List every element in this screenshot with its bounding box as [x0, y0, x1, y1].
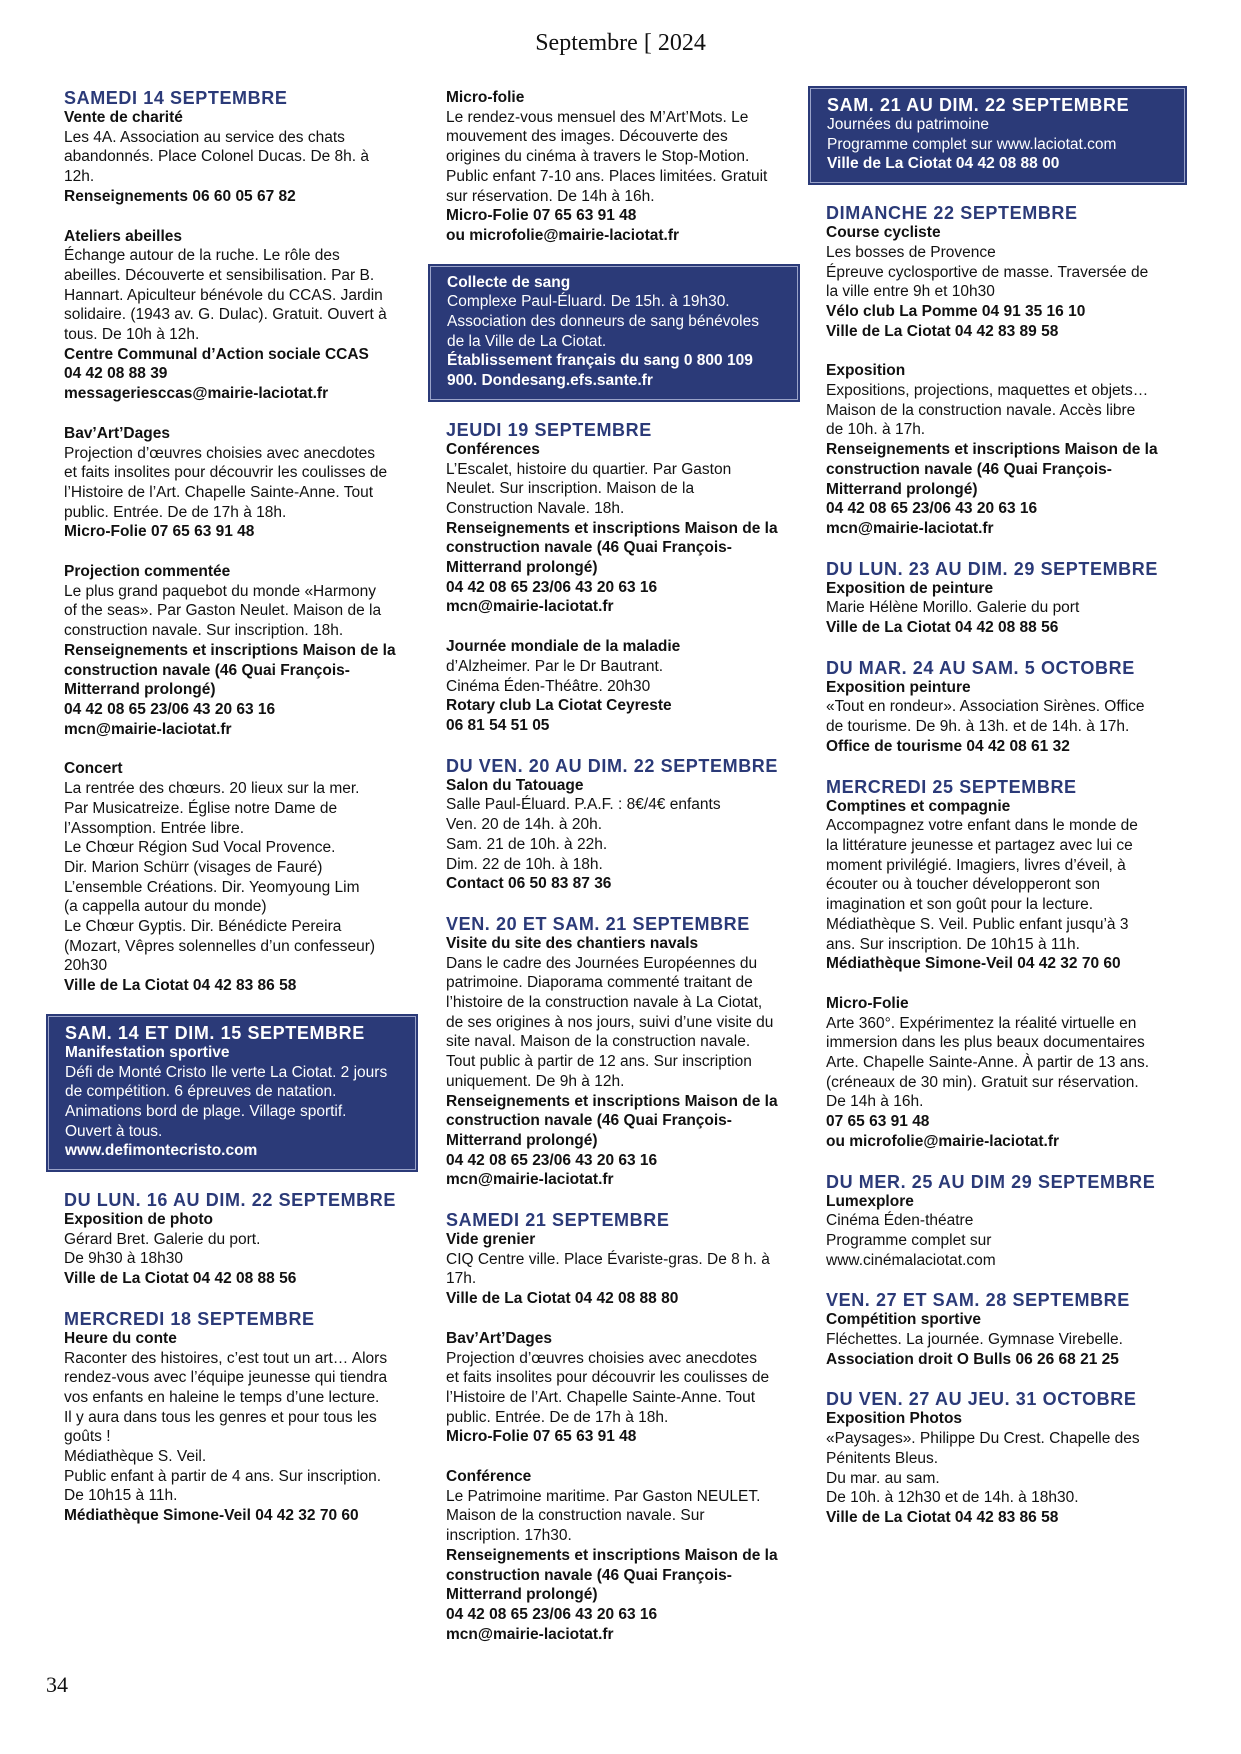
- event-entry: [810, 1192, 1185, 1271]
- event-title: Collecte de sang: [447, 273, 571, 291]
- event-description: ans. Sur inscription. De 10h15 à 11h.: [826, 935, 1080, 953]
- event-description: rendez-vous avec l’équipe jeunesse qui tiendra: [64, 1369, 388, 1387]
- event-description: Maison de la construction navale. Sur: [446, 1507, 705, 1525]
- event-contact: Ville de La Ciotat 04 42 08 88 56: [64, 1270, 297, 1288]
- section-date-heading: DU VEN. 20 AU DIM. 22 SEPTEMBRE: [446, 755, 779, 776]
- event-description: Du mar. au sam.: [826, 1469, 940, 1487]
- event-description: Cinéma Éden-théatre: [826, 1212, 974, 1230]
- event-description: Projection d’œuvres choisies avec anecdotes: [64, 444, 376, 462]
- event-title: Exposition: [826, 362, 906, 380]
- event-section: [48, 1309, 416, 1526]
- section-date-heading: MERCREDI 25 SEPTEMBRE: [826, 776, 1077, 797]
- event-contact: Office de tourisme 04 42 08 61 32: [826, 737, 1070, 755]
- event-description: L’ensemble Créations. Dir. Yeomyoung Lim: [64, 878, 360, 896]
- event-description: Échange autour de la ruche. Le rôle des: [64, 247, 340, 265]
- event-entry: [48, 227, 416, 404]
- event-entry: [810, 361, 1185, 538]
- event-description: public. Entrée. De de 17h à 18h.: [64, 503, 287, 521]
- event-description: www.cinémalaciotat.com: [826, 1251, 996, 1269]
- highlight-box: [810, 88, 1185, 183]
- section-date-heading: DU MAR. 24 AU SAM. 5 OCTOBRE: [826, 657, 1135, 678]
- event-title: Exposition de peinture: [826, 579, 994, 597]
- event-contact: 900. Dondesang.efs.sante.fr: [447, 372, 653, 390]
- event-entry: [48, 759, 416, 995]
- event-description: vos enfants en haleine le temps d’une lecture.: [64, 1388, 380, 1406]
- event-description: «Tout en rondeur». Association Sirènes. Office: [826, 698, 1145, 716]
- event-entry: [810, 1310, 1185, 1369]
- section-date-heading: SAMEDI 14 SEPTEMBRE: [64, 88, 288, 108]
- event-section: [48, 88, 416, 996]
- event-description: Complexe Paul-Éluard. De 15h. à 19h30.: [447, 293, 730, 311]
- event-contact: 06 81 54 51 05: [446, 716, 550, 734]
- highlight-box: [48, 1016, 416, 1170]
- event-contact: mcn@mairie-laciotat.fr: [826, 519, 994, 537]
- event-section: [430, 88, 798, 246]
- event-description: 12h.: [64, 168, 95, 186]
- event-description: 20h30: [64, 957, 108, 975]
- event-contact: Rotary club La Ciotat Ceyreste: [446, 697, 672, 715]
- event-section: [810, 1389, 1185, 1527]
- event-title: Conférences: [446, 440, 540, 458]
- event-description: Journées du patrimoine: [827, 116, 989, 133]
- event-description: la littérature jeunesse et partagez avec lui ce: [826, 836, 1133, 854]
- event-title: Journée mondiale de la maladie: [446, 638, 681, 656]
- event-entry: [430, 934, 798, 1190]
- event-title: Lumexplore: [826, 1192, 914, 1210]
- event-description: of the seas». Par Gaston Neulet. Maison de la: [64, 602, 382, 620]
- event-entry: [430, 776, 798, 894]
- event-contact: Renseignements et inscriptions Maison de la: [446, 1546, 778, 1564]
- section-date-heading: VEN. 20 ET SAM. 21 SEPTEMBRE: [446, 913, 750, 934]
- event-description: construction navale. Sur inscription. 18h.: [64, 622, 344, 640]
- event-contact: mcn@mairie-laciotat.fr: [446, 598, 614, 616]
- event-title: Projection commentée: [64, 563, 231, 581]
- column-3: [810, 88, 1185, 1548]
- event-contact: construction navale (46 Quai François-: [446, 1112, 732, 1130]
- event-description: Projection d’œuvres choisies avec anecdotes: [446, 1349, 758, 1367]
- event-section: [810, 203, 1185, 539]
- event-description: origines du cinéma à travers le Stop-Motion.: [446, 148, 750, 166]
- event-title: Bav’Art’Dages: [446, 1329, 552, 1347]
- event-title: Ateliers abeilles: [64, 227, 183, 245]
- event-description: Public enfant 7-10 ans. Places limitées. Gratuit: [446, 167, 768, 185]
- event-contact: Micro-Folie 07 65 63 91 48: [64, 523, 255, 541]
- event-description: Construction Navale. 18h.: [446, 499, 625, 517]
- event-entry: [430, 88, 798, 246]
- event-contact: 04 42 08 88 39: [64, 365, 168, 383]
- event-description: Maison de la construction navale. Accès libre: [826, 401, 1136, 419]
- event-contact: construction navale (46 Quai François-: [446, 539, 732, 557]
- event-title: Heure du conte: [64, 1329, 177, 1347]
- page-number: 34: [46, 1672, 68, 1697]
- event-contact: 04 42 08 65 23/06 43 20 63 16: [446, 1606, 658, 1623]
- event-title: Exposition Photos: [826, 1410, 963, 1428]
- event-description: De 10h. à 12h30 et de 14h. à 18h30.: [826, 1489, 1079, 1507]
- event-description: immersion dans les plus beaux documentaires: [826, 1034, 1145, 1052]
- event-description: Ven. 20 de 14h. à 20h.: [446, 816, 602, 834]
- event-contact: Mitterrand prolongé): [64, 681, 216, 699]
- event-description: de la Ville de La Ciotat.: [447, 332, 607, 350]
- event-contact: Ville de La Ciotat 04 42 83 89 58: [826, 322, 1059, 340]
- section-date-heading: DU VEN. 27 AU JEU. 31 OCTOBRE: [826, 1389, 1137, 1410]
- event-entry: [430, 1230, 798, 1309]
- event-description: Gérard Bret. Galerie du port.: [64, 1230, 261, 1248]
- event-title: Exposition de photo: [64, 1211, 213, 1229]
- event-title: Visite du site des chantiers navals: [446, 934, 699, 952]
- event-contact: Renseignements et inscriptions Maison de la: [446, 1092, 778, 1110]
- event-entry: [430, 637, 798, 736]
- event-section: [810, 1172, 1185, 1271]
- section-date-heading: SAMEDI 21 SEPTEMBRE: [446, 1210, 670, 1231]
- section-date-heading: SAM. 14 ET DIM. 15 SEPTEMBRE: [65, 1022, 365, 1043]
- event-description: solidaire. (1943 av. G. Dulac). Gratuit. Ouvert à: [64, 306, 387, 324]
- event-entry: [810, 678, 1185, 757]
- event-description: inscription. 17h30.: [446, 1527, 572, 1545]
- event-contact: construction navale (46 Quai François-: [826, 460, 1112, 478]
- event-description: Hannart. Apiculteur bénévole du CCAS. Jardin: [64, 286, 383, 304]
- event-contact: 04 42 08 65 23/06 43 20 63 16: [446, 1151, 658, 1169]
- event-description: uniquement. De 9h à 12h.: [446, 1072, 625, 1090]
- event-description: public. Entrée. De de 17h à 18h.: [446, 1408, 669, 1426]
- event-contact: Mitterrand prolongé): [446, 1131, 598, 1149]
- highlight-box: [430, 266, 798, 400]
- event-contact: mcn@mairie-laciotat.fr: [446, 1625, 614, 1643]
- event-description: l’Histoire de l’Art. Chapelle Sainte-Anne. Tout: [64, 483, 374, 501]
- event-description: Animations bord de plage. Village sportif.: [65, 1102, 347, 1120]
- event-entry: [811, 115, 1184, 174]
- event-description: et faits insolites pour découvrir les coulisses de: [446, 1369, 770, 1387]
- event-description: Dim. 22 de 10h. à 18h.: [446, 855, 603, 873]
- event-description: l’histoire de la construction navale à La Ciotat,: [446, 994, 763, 1012]
- event-description: la ville entre 9h et 10h30: [826, 283, 995, 301]
- event-description: Arte 360°. Expérimentez la réalité virtuelle en: [826, 1014, 1137, 1032]
- event-description: Le Chœur Gyptis. Dir. Bénédicte Pereira: [64, 918, 342, 936]
- event-section: [48, 1190, 416, 1289]
- event-description: Dir. Marion Schürr (visages de Fauré): [64, 858, 323, 876]
- event-description: Défi de Monté Cristo Ile verte La Ciotat. 2 jours: [65, 1063, 388, 1081]
- event-title: Salon du Tatouage: [446, 776, 584, 794]
- event-contact: Mitterrand prolongé): [446, 1586, 598, 1604]
- event-description: écouter ou à toucher développeront son: [826, 876, 1101, 894]
- event-contact: Micro-Folie 07 65 63 91 48: [446, 207, 637, 225]
- event-contact: mcn@mairie-laciotat.fr: [64, 720, 232, 738]
- event-description: (créneaux de 30 min). Gratuit sur réservation.: [826, 1073, 1139, 1091]
- event-title: Vide grenier: [446, 1231, 536, 1249]
- event-section: [430, 914, 798, 1190]
- event-entry: [430, 440, 798, 617]
- event-description: Cinéma Éden-Théâtre. 20h30: [446, 677, 651, 695]
- event-description: et faits insolites pour découvrir les coulisses de: [64, 464, 388, 482]
- event-contact: Renseignements et inscriptions Maison de la: [826, 441, 1158, 459]
- event-description: Par Musicatreize. Église notre Dame de: [64, 799, 338, 817]
- event-section: [810, 559, 1185, 638]
- event-description: Arte. Chapelle Sainte-Anne. À partir de 13 ans.: [826, 1054, 1150, 1072]
- event-description: Le plus grand paquebot du monde «Harmony: [64, 582, 376, 600]
- event-description: De 10h15 à 11h.: [64, 1487, 178, 1505]
- section-date-heading: DU MER. 25 AU DIM 29 SEPTEMBRE: [826, 1171, 1156, 1192]
- event-title: Compétition sportive: [826, 1311, 982, 1329]
- event-entry: [430, 1329, 798, 1447]
- event-description: l’Histoire de l’Art. Chapelle Sainte-Anne. Tout: [446, 1388, 756, 1406]
- event-contact: Ville de La Ciotat 04 42 08 88 00: [827, 155, 1060, 173]
- event-entry: [48, 108, 416, 207]
- event-section: [430, 1210, 798, 1644]
- event-description: sur réservation. De 14h à 16h.: [446, 187, 655, 205]
- event-description: de tourisme. De 9h. à 13h. et de 14h. à 17h.: [826, 718, 1130, 736]
- event-contact: 04 42 08 65 23/06 43 20 63 16: [64, 700, 276, 718]
- event-contact: ou microfolie@mairie-laciotat.fr: [826, 1132, 1060, 1150]
- event-description: Ouvert à tous.: [65, 1122, 163, 1140]
- event-description: Les bosses de Provence: [826, 243, 996, 261]
- event-description: Dans le cadre des Journées Européennes du: [446, 954, 758, 972]
- event-description: Il y aura dans tous les genres et pour tous les: [64, 1408, 377, 1426]
- event-title: Course cycliste: [826, 224, 941, 242]
- event-contact: Mitterrand prolongé): [826, 480, 978, 498]
- event-section: [430, 420, 798, 736]
- event-contact: construction navale (46 Quai François-: [446, 1566, 732, 1584]
- event-entry: [810, 223, 1185, 341]
- event-entry: [810, 797, 1185, 974]
- section-date-heading: MERCREDI 18 SEPTEMBRE: [64, 1308, 315, 1329]
- event-section: [810, 777, 1185, 1152]
- event-description: De 9h30 à 18h30: [64, 1250, 183, 1268]
- section-date-heading: JEUDI 19 SEPTEMBRE: [446, 419, 652, 440]
- event-description: l’Assomption. Entrée libre.: [64, 819, 245, 837]
- event-contact: Vélo club La Pomme 04 91 35 16 10: [826, 302, 1086, 320]
- event-contact: Renseignements et inscriptions Maison de la: [64, 641, 396, 659]
- event-entry: [810, 994, 1185, 1152]
- event-description: L’Escalet, histoire du quartier. Par Gaston: [446, 460, 732, 478]
- event-contact: Renseignements 06 60 05 67 82: [64, 187, 296, 205]
- event-description: tous. De 10h à 12h.: [64, 326, 200, 344]
- event-description: (a cappella autour du monde): [64, 898, 267, 916]
- event-title: Manifestation sportive: [65, 1043, 230, 1061]
- event-description: Raconter des histoires, c’est tout un art… Alors: [64, 1349, 388, 1367]
- event-title: Conférence: [446, 1468, 532, 1486]
- event-description: Médiathèque S. Veil. Public enfant jusqu’à 3: [826, 915, 1129, 933]
- event-description: Programme complet sur: [826, 1231, 992, 1249]
- event-description: mouvement des images. Découverte des: [446, 128, 728, 146]
- event-description: moment privilégié. Imagiers, livres d’éveil, à: [826, 856, 1126, 874]
- event-contact: Ville de La Ciotat 04 42 08 88 56: [826, 619, 1059, 637]
- event-description: imagination et son goût pour la lecture.: [826, 896, 1094, 914]
- event-entry: [810, 579, 1185, 638]
- event-entry: [48, 1210, 416, 1289]
- event-description: Pénitents Bleus.: [826, 1449, 939, 1467]
- page-header: Septembre [ 2024: [535, 30, 706, 56]
- event-description: La rentrée des chœurs. 20 lieux sur la mer.: [64, 780, 360, 798]
- event-contact: Renseignements et inscriptions Maison de la: [446, 519, 778, 537]
- event-title: Micro-Folie: [826, 994, 909, 1012]
- event-title: Concert: [64, 760, 123, 778]
- event-title: Bav’Art’Dages: [64, 424, 170, 442]
- event-contact: Médiathèque Simone-Veil 04 42 32 70 60: [64, 1507, 359, 1525]
- event-description: CIQ Centre ville. Place Évariste-gras. De 8 h. à 17h.: [446, 1250, 770, 1288]
- event-title: Vente de charité: [64, 109, 183, 126]
- event-contact: Ville de La Ciotat 04 42 08 88 80: [446, 1290, 679, 1308]
- event-contact: 04 42 08 65 23/06 43 20 63 16: [826, 500, 1038, 518]
- event-description: Accompagnez votre enfant dans le monde de: [826, 817, 1138, 835]
- event-entry: [430, 1467, 798, 1644]
- event-title: Exposition peinture: [826, 678, 971, 696]
- event-description: Tout public à partir de 12 ans. Sur inscription: [446, 1053, 752, 1071]
- event-description: Sam. 21 de 10h. à 22h.: [446, 835, 608, 853]
- event-description: Le rendez-vous mensuel des M’Art’Mots. Le: [446, 108, 749, 126]
- event-contact: Centre Communal d’Action sociale CCAS: [64, 345, 369, 363]
- event-contact: 07 65 63 91 48: [826, 1113, 930, 1131]
- event-description: d’Alzheimer. Par le Dr Bautrant.: [446, 657, 664, 675]
- event-description: De 14h à 16h.: [826, 1093, 924, 1111]
- event-entry: [49, 1043, 415, 1161]
- event-description: Médiathèque S. Veil.: [64, 1448, 207, 1466]
- event-description: Salle Paul-Éluard. P.A.F. : 8€/4€ enfants: [446, 796, 721, 814]
- event-description: Neulet. Sur inscription. Maison de la: [446, 480, 695, 498]
- event-description: abandonnés. Place Colonel Ducas. De 8h. à: [64, 148, 370, 166]
- event-contact: Contact 06 50 83 87 36: [446, 875, 612, 893]
- event-entry: [431, 273, 797, 391]
- event-description: de 10h. à 17h.: [826, 421, 926, 439]
- event-description: Épreuve cyclosportive de masse. Traversée de: [826, 263, 1149, 281]
- event-description: de ses origines à nos jours, suivi d’une visite du: [446, 1013, 774, 1031]
- event-contact: construction navale (46 Quai François-: [64, 661, 350, 679]
- section-date-heading: SAM. 21 AU DIM. 22 SEPTEMBRE: [827, 95, 1130, 115]
- event-section: [810, 658, 1185, 757]
- event-description: patrimoine. Diaporama commenté traitant de: [446, 974, 753, 992]
- event-description: «Paysages». Philippe Du Crest. Chapelle des: [826, 1430, 1140, 1448]
- event-contact: Médiathèque Simone-Veil 04 42 32 70 60: [826, 955, 1121, 973]
- event-section: [810, 1290, 1185, 1369]
- column-2: [430, 88, 798, 1664]
- event-description: Les 4A. Association au service des chats: [64, 128, 345, 146]
- event-contact: Ville de La Ciotat 04 42 83 86 58: [64, 977, 297, 995]
- event-contact: www.defimontecristo.com: [65, 1142, 258, 1160]
- event-contact: 04 42 08 65 23/06 43 20 63 16: [446, 578, 658, 596]
- section-date-heading: DIMANCHE 22 SEPTEMBRE: [826, 203, 1078, 224]
- event-entry: [48, 424, 416, 542]
- event-contact: Association droit O Bulls 06 26 68 21 25: [826, 1350, 1119, 1368]
- event-title: Micro-folie: [446, 89, 525, 106]
- event-description: Public enfant à partir de 4 ans. Sur inscription.: [64, 1467, 382, 1485]
- event-description: (Mozart, Vêpres solennelles d’un confesseur): [64, 937, 376, 955]
- event-description: Le Chœur Région Sud Vocal Provence.: [64, 839, 336, 857]
- event-description: Fléchettes. La journée. Gymnase Virebelle.: [826, 1331, 1123, 1349]
- event-entry: [48, 562, 416, 739]
- event-description: Expositions, projections, maquettes et objets…: [826, 382, 1149, 400]
- event-description: Association des donneurs de sang bénévoles: [447, 313, 759, 331]
- event-contact: ou microfolie@mairie-laciotat.fr: [446, 226, 680, 244]
- event-section: [430, 756, 798, 894]
- event-description: site naval. Maison de la construction navale.: [446, 1033, 751, 1051]
- column-1: [48, 88, 416, 1546]
- event-contact: Micro-Folie 07 65 63 91 48: [446, 1428, 637, 1446]
- event-description: de compétition. 6 épreuves de natation.: [65, 1083, 337, 1101]
- event-entry: [810, 1409, 1185, 1527]
- event-description: Le Patrimoine maritime. Par Gaston NEULET.: [446, 1487, 761, 1505]
- event-contact: mcn@mairie-laciotat.fr: [446, 1171, 614, 1189]
- event-contact: Mitterrand prolongé): [446, 559, 598, 577]
- event-contact: Ville de La Ciotat 04 42 83 86 58: [826, 1508, 1059, 1526]
- section-date-heading: VEN. 27 ET SAM. 28 SEPTEMBRE: [826, 1290, 1130, 1311]
- event-description: abeilles. Découverte et sensibilisation. Par B.: [64, 266, 375, 284]
- event-description: Marie Hélène Morillo. Galerie du port: [826, 599, 1080, 617]
- section-date-heading: DU LUN. 23 AU DIM. 29 SEPTEMBRE: [826, 558, 1158, 579]
- event-description: goûts !: [64, 1428, 111, 1446]
- event-entry: [48, 1329, 416, 1526]
- event-contact: messageriesccas@mairie-laciotat.fr: [64, 385, 329, 403]
- event-contact: Établissement français du sang 0 800 109: [447, 352, 753, 370]
- event-description: Programme complet sur www.laciotat.com: [827, 135, 1117, 153]
- event-title: Comptines et compagnie: [826, 797, 1011, 815]
- section-date-heading: DU LUN. 16 AU DIM. 22 SEPTEMBRE: [64, 1190, 396, 1211]
